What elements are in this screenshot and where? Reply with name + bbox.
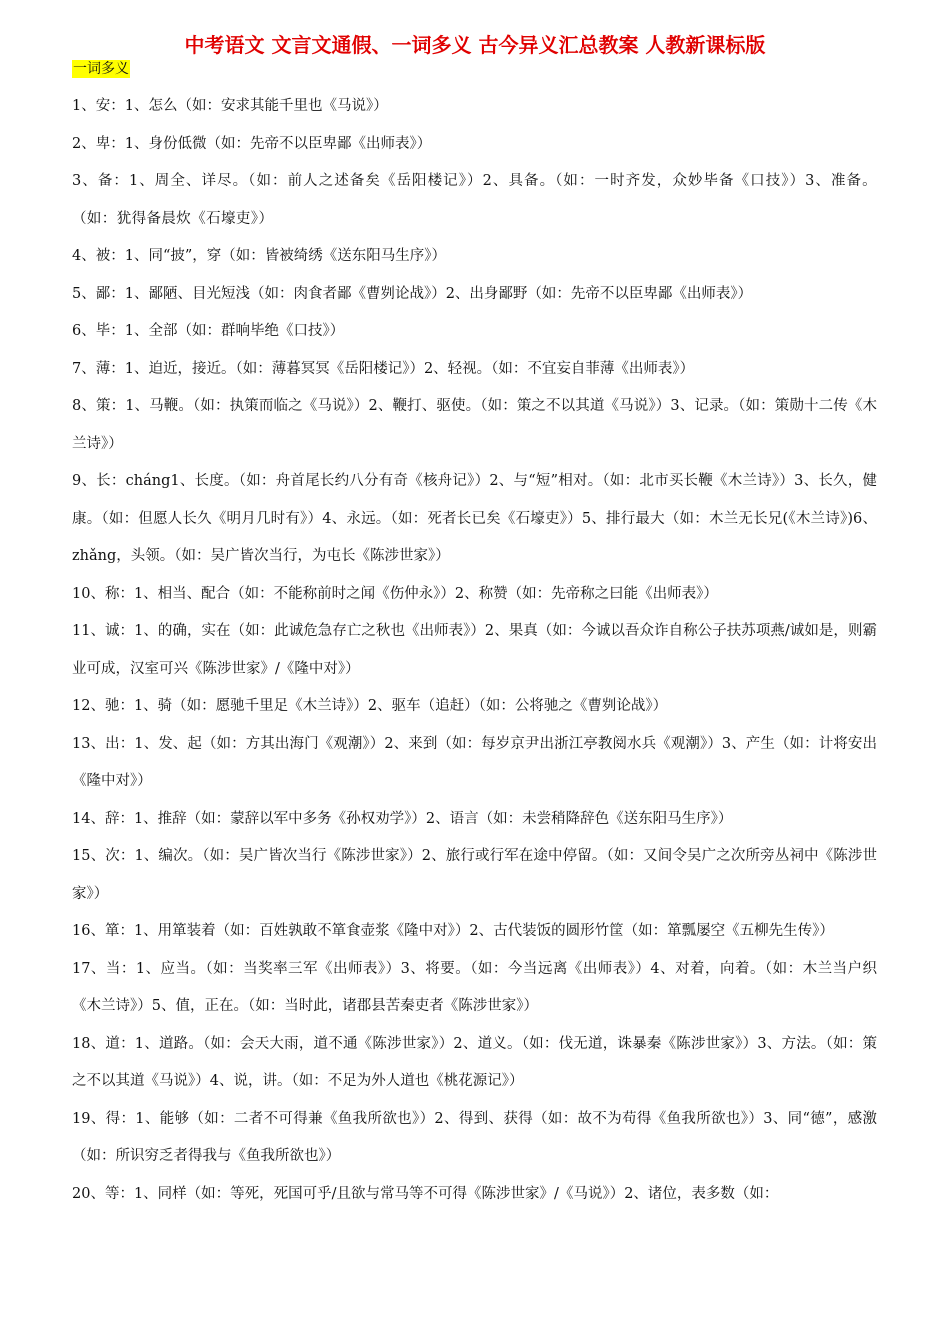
list-item: 10、称：1、相当、配合（如：不能称前时之闻《伤仲永》）2、称赞（如：先帝称之曰能《出师表》） [72,585,718,602]
list-item: 2、卑：1、身份低微（如：先帝不以臣卑鄙《出师表》） [72,135,432,152]
list-item: 19、得：1、能够（如：二者不可得兼《鱼我所欲也》）2、得到、获得（如：故不为苟得《鱼我所欲也》）3、同“德”，感激（如：所识穷乏者得我与《鱼我所欲也》） [72,1110,877,1164]
list-item: 3、备：1、周全、详尽。（如：前人之述备矣《岳阳楼记》）2、具备。（如：一时齐发，众妙毕备《口技》）3、准备。（如：犹得备晨炊《石壕吏》） [72,173,877,227]
entry-list [72,88,877,1213]
list-item: 17、当：1、应当。（如：当奖率三军《出师表》）3、将要。（如：今当远离《出师表》）4、对着，向着。（如：木兰当户织《木兰诗》）5、值，正在。（如：当时此，诸郡县苦秦吏者《陈涉世家》） [72,960,877,1014]
list-item: 7、薄：1、迫近，接近。（如：薄暮冥冥《岳阳楼记》）2、轻视。（如：不宜妄自菲薄《出师表》） [72,360,695,377]
list-item: 8、策：1、马鞭。（如：执策而临之《马说》）2、鞭打、驱使。（如：策之不以其道《马说》）3、记录。（如：策勋十二传《木兰诗》） [72,398,877,452]
list-item: 1、安：1、怎么（如：安求其能千里也《马说》） [72,98,388,114]
list-item: 14、辞：1、推辞（如：蒙辞以军中多务《孙权劝学》）2、语言（如：未尝稍降辞色《送东阳马生序》） [72,810,733,827]
list-item: 6、毕：1、全部（如：群响毕绝《口技》） [72,323,345,339]
list-item: 12、驰：1、骑（如：愿驰千里足《木兰诗》）2、驱车（追赶）（如：公将驰之《曹刿论战》） [72,698,668,714]
list-item: 4、被：1、同“披”，穿（如：皆被绮绣《送东阳马生序》） [72,248,447,264]
list-item: 20、等：1、同样（如：等死，死国可乎/且欲与常马等不可得《陈涉世家》/《马说》）2、诸位，表多数（如： [72,1185,779,1202]
list-item: 15、次：1、编次。（如：吴广皆次当行《陈涉世家》）2、旅行或行军在途中停留。（如：又间令吴广之次所旁丛祠中《陈涉世家》） [72,848,877,902]
list-item: 9、长：cháng1、长度。（如：舟首尾长约八分有奇《核舟记》）2、与“短”相对。（如：北市买长鞭《木兰诗》）3、长久，健康。（如：但愿人长久《明月几时有》）4、永远。（如：死者长已矣《石壕吏》）5、排行最大（如：木兰无长兄(《木兰诗》)6、zhǎng，头领。（如：吴广皆次当行，为屯长《陈涉世家》） [72,473,877,564]
document-title: 中考语文 文言文通假、一词多义 古今异义汇总教案 人教新课标版 [184,33,766,57]
list-item: 13、出：1、发、起（如：方其出海门《观潮》）2、来到（如：每岁京尹出浙江亭教阅水兵《观潮》）3、产生（如：计将安出《隆中对》） [72,735,877,789]
list-item: 5、鄙：1、鄙陋、目光短浅（如：肉食者鄙《曹刿论战》）2、出身鄙野（如：先帝不以臣卑鄙《出师表》） [72,285,753,302]
section-heading: 一词多义 [73,61,129,77]
list-item: 18、道：1、道路。（如：会天大雨，道不通《陈涉世家》）2、道义。（如：伐无道，诛暴秦《陈涉世家》）3、方法。（如：策之不以其道《马说》）4、说，讲。（如：不足为外人道也《桃花源记》） [72,1035,877,1089]
list-item: 11、诚：1、的确，实在（如：此诚危急存亡之秋也《出师表》）2、果真（如：今诚以吾众诈自称公子扶苏项燕/诚如是，则霸业可成，汉室可兴《陈涉世家》/《隆中对》） [72,623,877,677]
list-item: 16、箪：1、用箪装着（如：百姓孰敢不箪食壶浆《隆中对》）2、古代装饭的圆形竹筐（如：箪瓢屡空《五柳先生传》） [72,923,834,939]
